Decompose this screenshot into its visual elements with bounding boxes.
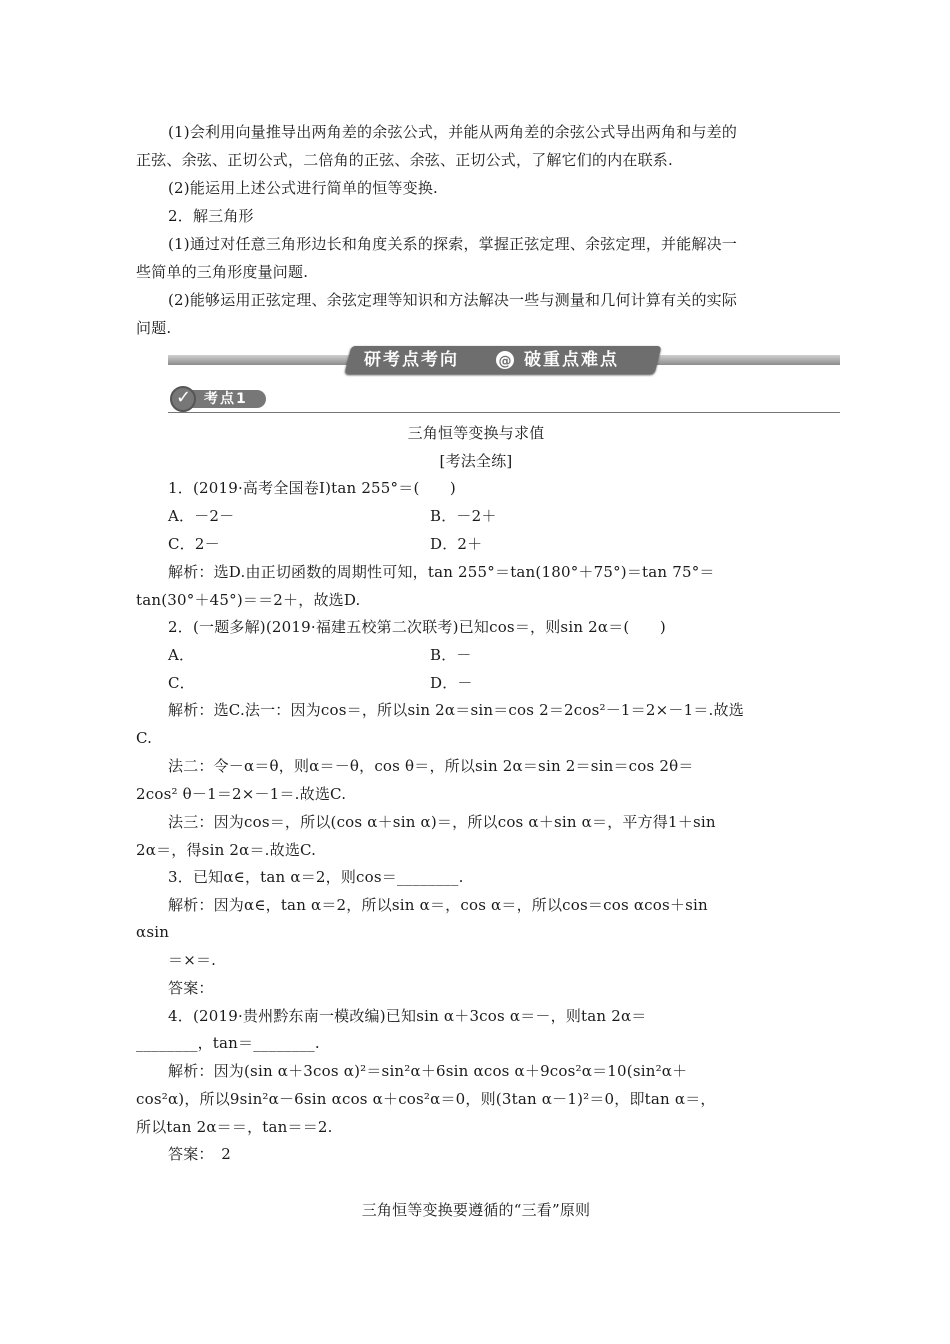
question-1: 1．(2019·高考全国卷Ⅰ)tan 255°＝( ) — [168, 479, 456, 497]
solution-line: 法三：因为cos＝，所以(cos α＋sin α)＝，所以cos α＋sin α＝，平方得1＋sin — [168, 813, 716, 831]
text-line: 问题. — [136, 319, 172, 337]
question-4: 4．(2019·贵州黔东南一模改编)已知sin α＋3cos α＝－，则tan 2α＝ — [168, 1007, 647, 1025]
option-row — [168, 506, 816, 526]
option-d: D．2＋ — [430, 535, 483, 553]
option-row — [168, 673, 816, 693]
banner-right-text: 破重点难点 — [524, 350, 619, 370]
solution-line: αsin — [136, 923, 170, 941]
solution-line: 2α＝，得sin 2α＝.故选C. — [136, 841, 317, 859]
text-line: (1)通过对任意三角形边长和角度关系的探索，掌握正弦定理、余弦定理，并能解决一 — [168, 235, 738, 253]
option-d: D．－ — [430, 674, 473, 692]
option-c: C．2－ — [168, 535, 220, 553]
section-banner — [168, 346, 840, 374]
option-a: A． — [168, 646, 195, 664]
kaodian-rule — [168, 412, 840, 413]
question-4-cont: ________，tan＝________. — [136, 1034, 320, 1052]
text-line: (1)会利用向量推导出两角差的余弦公式，并能从两角差的余弦公式导出两角和与差的 — [168, 123, 738, 141]
solution-line: ＝×＝. — [168, 951, 217, 969]
answer-line: 答案： 2 — [168, 1145, 232, 1163]
option-row — [168, 645, 816, 665]
question-3: 3．已知α∈，tan α＝2，则cos＝________. — [168, 868, 464, 886]
solution-line: 解析：选D.由正切函数的周期性可知，tan 255°＝tan(180°＋75°)＝tan 75°＝ — [168, 563, 715, 581]
section-heading: 2．解三角形 — [168, 207, 254, 225]
banner-link-icon: @ — [494, 349, 516, 371]
text-line: 些简单的三角形度量问题. — [136, 263, 309, 281]
check-icon: ✓ — [170, 386, 196, 412]
option-c: C． — [168, 674, 195, 692]
option-b: B．－ — [430, 646, 472, 664]
option-row — [168, 534, 816, 554]
kaodian-header — [168, 385, 840, 415]
section-title: 三角恒等变换与求值 — [407, 424, 545, 442]
text-line: (2)能够运用正弦定理、余弦定理等知识和方法解决一些与测量和几何计算有关的实际 — [168, 291, 738, 309]
question-2: 2．(一题多解)(2019·福建五校第二次联考)已知cos＝，则sin 2α＝( ) — [168, 618, 666, 636]
text-line: (2)能运用上述公式进行简单的恒等变换. — [168, 179, 439, 197]
solution-line: 法二：令－α＝θ，则α＝－θ，cos θ＝，所以sin 2α＝sin 2＝sin＝cos 2θ＝ — [168, 757, 694, 775]
solution-line: cos²α)，所以9sin²α－6sin αcos α＋cos²α＝0，则(3tan α－1)²＝0，即tan α＝， — [136, 1090, 716, 1108]
footer-title: 三角恒等变换要遵循的“三看”原则 — [361, 1201, 591, 1219]
banner-left-text: 研考点考向 — [364, 350, 459, 370]
section-subtitle: [考法全练] — [439, 452, 513, 470]
solution-line: 解析：选C.法一：因为cos＝，所以sin 2α＝sin＝cos 2＝2cos²－1＝2×－1＝.故选 — [168, 701, 744, 719]
option-b: B．－2＋ — [430, 507, 497, 525]
solution-line: 2cos² θ－1＝2×－1＝.故选C. — [136, 785, 347, 803]
text-line: 正弦、余弦、正切公式，二倍角的正弦、余弦、正切公式，了解它们的内在联系. — [136, 151, 673, 169]
option-a: A．－2－ — [168, 507, 235, 525]
solution-line: C. — [136, 729, 153, 747]
solution-line: 解析：因为(sin α＋3cos α)²＝sin²α＋6sin αcos α＋9cos²α＝10(sin²α＋ — [168, 1062, 688, 1080]
kaodian-label: 考点1 — [204, 391, 248, 407]
answer-line: 答案： — [168, 979, 214, 997]
solution-line: 解析：因为α∈，tan α＝2，所以sin α＝，cos α＝，所以cos＝cos αcos＋sin — [168, 896, 708, 914]
kaodian-tag — [192, 390, 266, 408]
solution-line: 所以tan 2α＝＝，tan＝＝2. — [136, 1118, 333, 1136]
solution-line: tan(30°＋45°)＝＝2＋，故选D. — [136, 591, 361, 609]
